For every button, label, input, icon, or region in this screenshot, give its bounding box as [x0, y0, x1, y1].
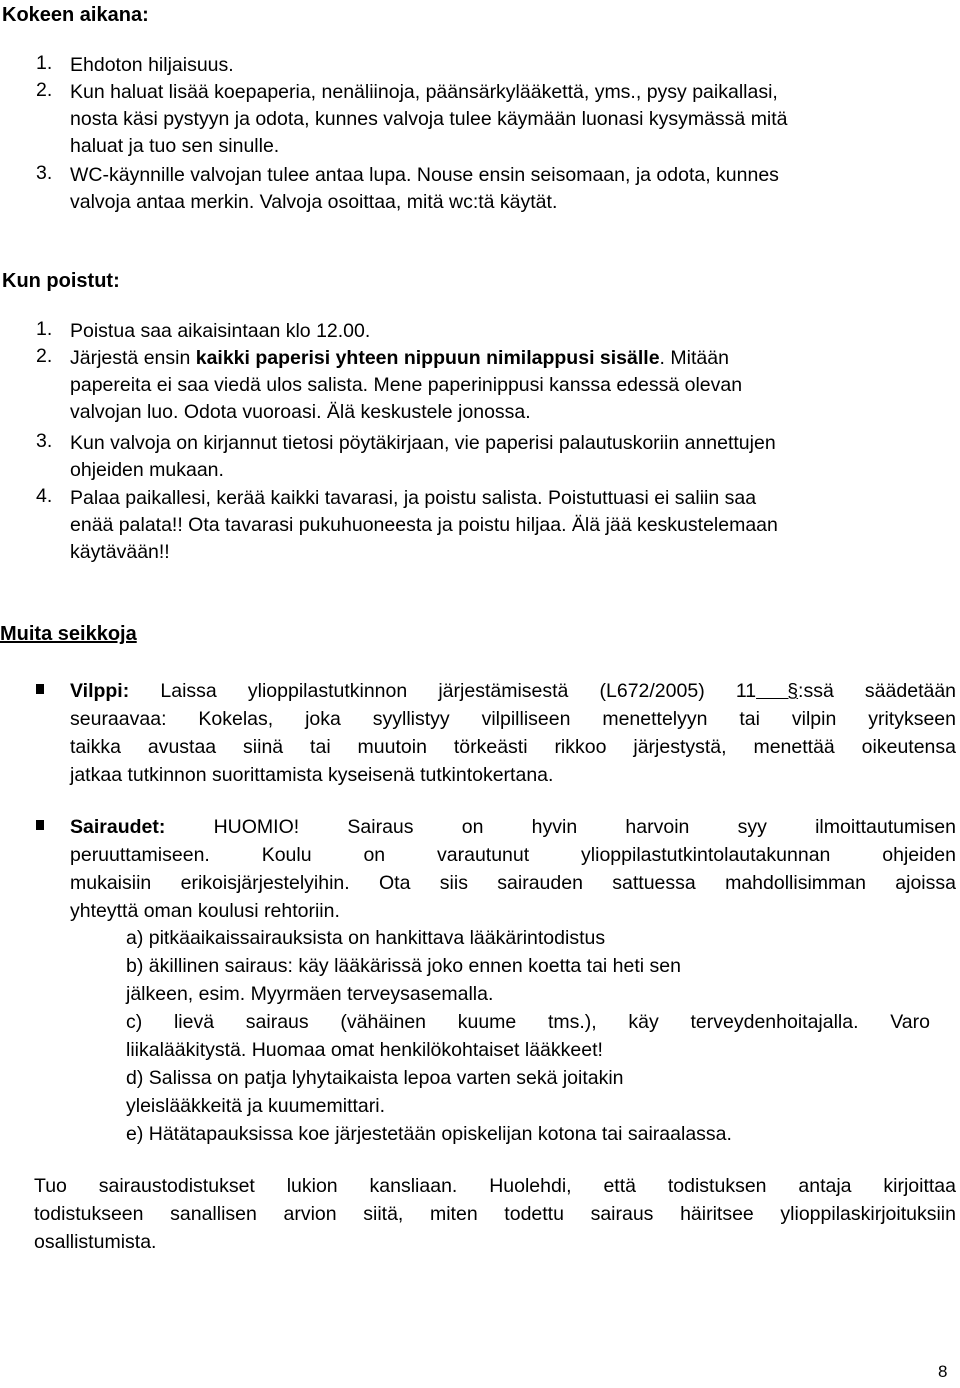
text-line: valvojan luo. Odota vuoroasi. Älä keskustele jonossa.	[70, 401, 531, 423]
text-line: osallistumista.	[34, 1231, 157, 1253]
list-number: 2.	[36, 345, 53, 367]
subitem-line: e) Hätätapauksissa koe järjestetään opiskelijan kotona tai sairaalassa.	[126, 1123, 732, 1145]
text-line: mukaisiin erikoisjärjestelyihin. Ota siis sairauden sattuessa mahdollisimman ajoissa	[70, 872, 956, 894]
cheating-label: Vilppi:	[70, 680, 130, 702]
square-bullet-icon	[36, 684, 44, 694]
text-line: yhteyttä oman koulusi rehtoriin.	[70, 900, 340, 922]
text-line	[70, 677, 956, 705]
text-run: . Mitään	[659, 347, 729, 369]
emphasis-text: kaikki paperisi yhteen nippuun nimilappusi sisälle	[195, 347, 660, 369]
list-item-text	[70, 318, 370, 345]
text-line: Palaa paikallesi, kerää kaikki tavarasi, ja poistu salista. Poistuttuasi ei saliin saa	[70, 487, 757, 509]
text-line: valvoja antaa merkin. Valvoja osoittaa, mitä wc:tä käytät.	[70, 191, 558, 213]
closing-paragraph	[34, 1172, 956, 1256]
subitem-line: d) Salissa on patja lyhytaikaista lepoa varten sekä joitakin	[126, 1067, 624, 1089]
list-number: 4.	[36, 485, 53, 507]
text-run: HUOMIO! Sairaus on hyvin harvoin syy ilmoittautumisen	[213, 816, 956, 838]
heading-during-exam: Kokeen aikana:	[2, 4, 149, 26]
subitem-line: b) äkillinen sairaus: käy lääkärissä joko ennen koetta tai heti sen	[126, 955, 681, 977]
text-line: papereita ei saa viedä ulos salista. Mene paperinippusi kanssa edessä olevan	[70, 374, 743, 396]
square-bullet-icon	[36, 820, 44, 830]
text-run: Laissa ylioppilastutkinnon järjestämisestä (L672/2005) 11	[160, 680, 757, 702]
page-number: 8	[938, 1362, 948, 1381]
text-line: Ehdoton hiljaisuus.	[70, 54, 234, 76]
text-line: WC-käynnille valvojan tulee antaa lupa. Nouse ensin seisomaan, ja odota, kunnes	[70, 164, 779, 186]
cheating-paragraph	[70, 677, 956, 789]
list-item-text	[70, 52, 234, 79]
list-number: 1.	[36, 52, 53, 74]
heading-when-leaving: Kun poistut:	[2, 270, 120, 292]
section-sign: §	[756, 680, 799, 702]
subitem-line: liikalääkitystä. Huomaa omat henkilökohtaiset lääkkeet!	[126, 1039, 603, 1061]
text-line: Poistua saa aikaisintaan klo 12.00.	[70, 320, 371, 342]
text-line: Tuo sairaustodistukset lukion kansliaan. Huolehdi, että todistuksen antaja kirjoittaa	[34, 1175, 956, 1197]
text-line	[70, 813, 956, 841]
list-item-text	[70, 79, 788, 160]
list-number: 3.	[36, 162, 53, 184]
text-line: haluat ja tuo sen sinulle.	[70, 135, 280, 157]
list-item-text	[70, 162, 779, 216]
subitem-line: jälkeen, esim. Myyrmäen terveysasemalla.	[126, 983, 494, 1005]
text-line: Kun haluat lisää koepaperia, nenäliinoja, päänsärkylääkettä, yms., pysy paikallasi,	[70, 81, 778, 103]
illness-label: Sairaudet:	[70, 816, 166, 838]
subitem-line: a) pitkäaikaissairauksista on hankittava lääkärintodistus	[126, 927, 606, 949]
subitem-line: c) lievä sairaus (vähäinen kuume tms.), käy terveydenhoitajalla. Varo	[126, 1011, 930, 1033]
illness-subitems	[126, 924, 930, 1148]
text-line: enää palata!! Ota tavarasi pukuhuoneesta ja poistu hiljaa. Älä jää keskustelemaan	[70, 514, 778, 536]
text-line: jatkaa tutkinnon suorittamista kyseisenä tutkintokertana.	[70, 764, 554, 786]
text-line: todistukseen sanallisen arvion siitä, miten todettu sairaus häiritsee ylioppilaskirjoituksiin	[34, 1203, 956, 1225]
text-line: peruuttamiseen. Koulu on varautunut ylioppilastutkintolautakunnan ohjeiden	[70, 844, 956, 866]
text-run: :ssä säädetään	[798, 680, 957, 702]
text-line: seuraavaa: Kokelas, joka syyllistyy vilpilliseen menettelyyn tai vilpin yritykseen	[70, 708, 956, 730]
list-number: 1.	[36, 318, 53, 340]
heading-other-matters: Muita seikkoja	[0, 623, 137, 645]
subitem-line: yleislääkkeitä ja kuumemittari.	[126, 1095, 386, 1117]
list-number: 2.	[36, 79, 53, 101]
text-line: taikka avustaa siinä tai muutoin törkeästi rikkoo järjestystä, menettää oikeutensa	[70, 736, 956, 758]
text-line: nosta käsi pystyyn ja odota, kunnes valvoja tulee käymään luonasi kysymässä mitä	[70, 108, 788, 130]
list-number: 3.	[36, 430, 53, 452]
illness-paragraph	[70, 813, 956, 925]
list-item-text	[70, 345, 742, 426]
list-item-text	[70, 430, 776, 484]
text-run: Järjestä ensin	[70, 347, 196, 369]
text-line: ohjeiden mukaan.	[70, 459, 224, 481]
list-item-text	[70, 485, 778, 566]
text-line	[70, 345, 742, 372]
text-line: käytävään!!	[70, 541, 170, 563]
text-line: Kun valvoja on kirjannut tietosi pöytäkirjaan, vie paperisi palautuskoriin annettujen	[70, 432, 776, 454]
